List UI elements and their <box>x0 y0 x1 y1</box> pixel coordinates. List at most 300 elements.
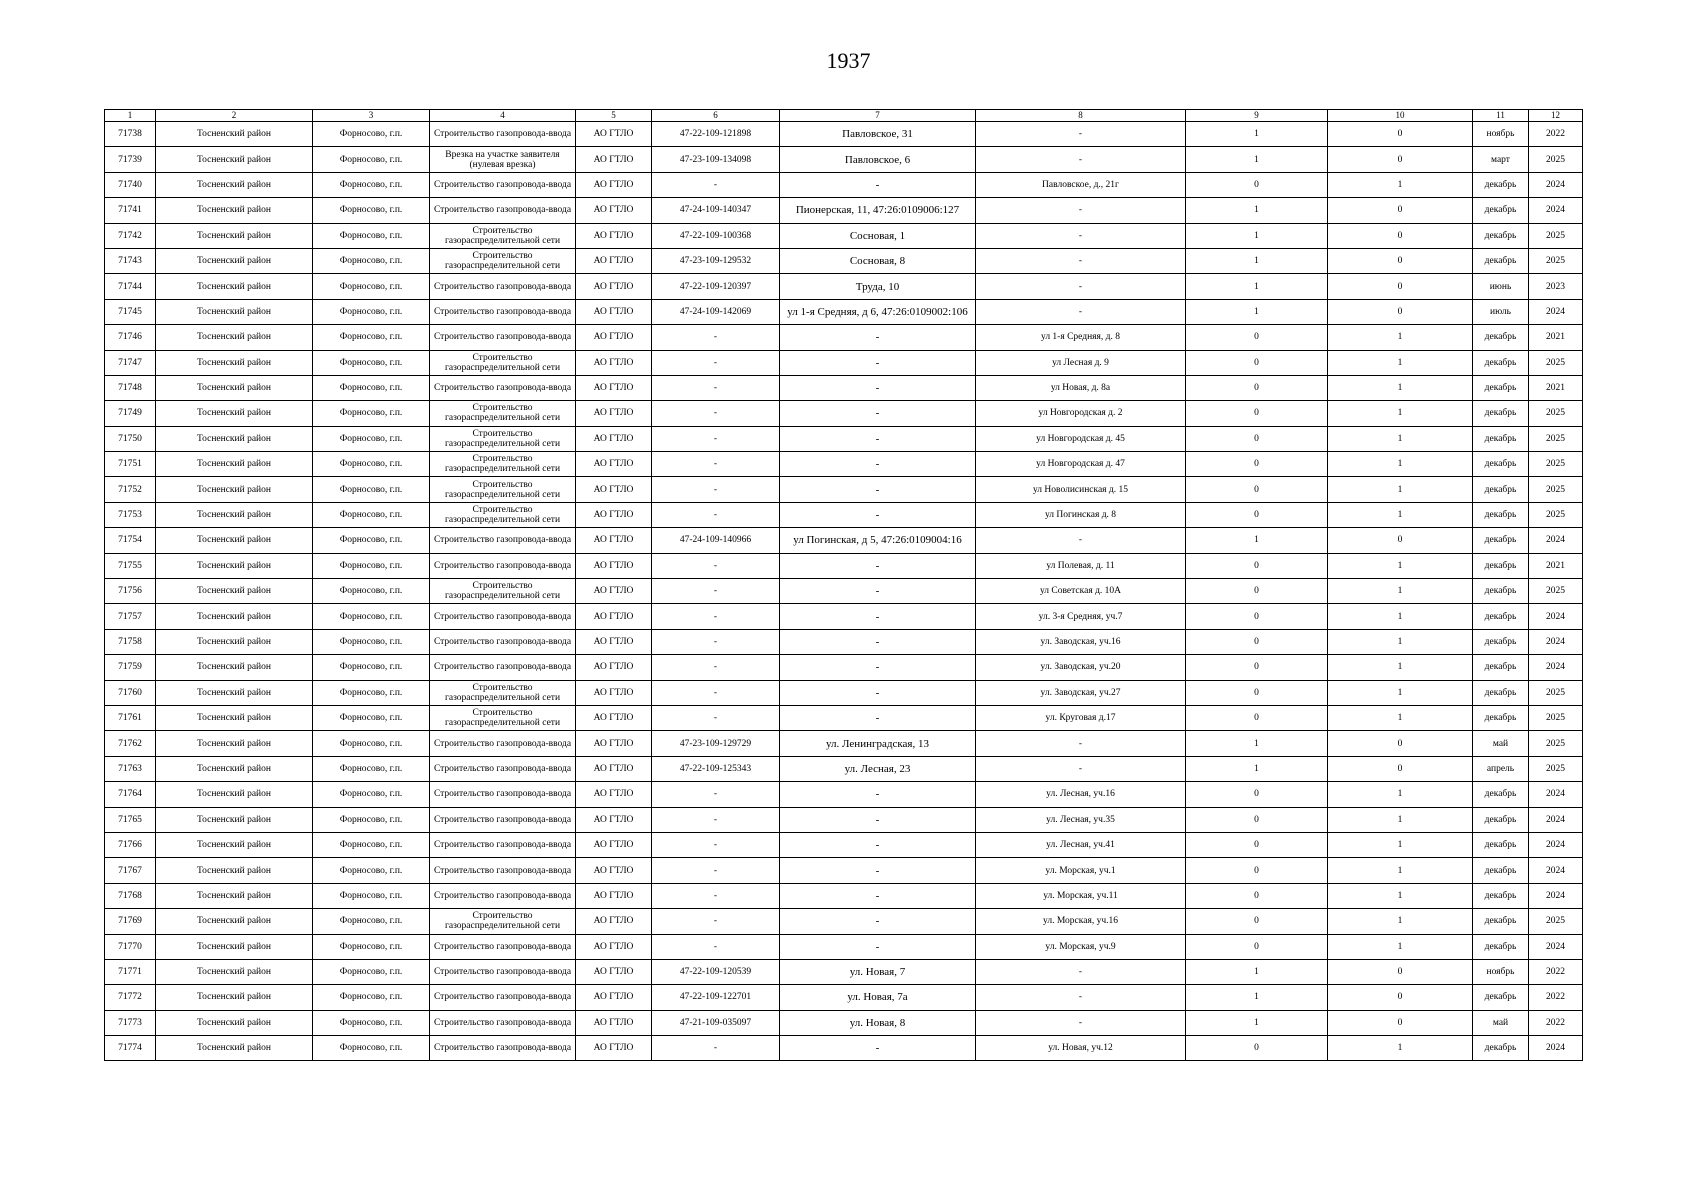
table-row <box>105 122 1583 147</box>
cell-address-connected: - <box>780 832 976 857</box>
cell-month: декабрь <box>1473 172 1529 197</box>
cell-work-type: Строительство газопровода-ввода <box>430 528 576 553</box>
cell-work-type: Строительство газораспределительной сети <box>430 452 576 477</box>
cell-month: декабрь <box>1473 223 1529 248</box>
cell-count-connected: 1 <box>1186 985 1328 1010</box>
cell-work-type: Строительство газопровода-ввода <box>430 172 576 197</box>
column-number-9: 9 <box>1186 110 1328 122</box>
cell-address-connected: - <box>780 909 976 934</box>
cell-district: Тосненский район <box>156 248 313 273</box>
cell-settlement: Форносово, г.п. <box>313 299 430 324</box>
cell-organization: АО ГТЛО <box>576 274 652 299</box>
cell-work-type: Строительство газопровода-ввода <box>430 553 576 578</box>
cell-work-type: Строительство газопровода-ввода <box>430 375 576 400</box>
cell-contract-number: 47-24-109-140347 <box>652 198 780 223</box>
cell-row-id: 71764 <box>105 782 156 807</box>
table-row <box>105 705 1583 730</box>
cell-year: 2024 <box>1529 1036 1583 1061</box>
cell-work-type: Строительство газопровода-ввода <box>430 1010 576 1035</box>
cell-organization: АО ГТЛО <box>576 528 652 553</box>
cell-count-planned: 0 <box>1328 756 1473 781</box>
cell-organization: АО ГТЛО <box>576 680 652 705</box>
cell-count-planned: 1 <box>1328 832 1473 857</box>
cell-work-type: Строительство газораспределительной сети <box>430 248 576 273</box>
cell-contract-number: - <box>652 401 780 426</box>
cell-organization: АО ГТЛО <box>576 832 652 857</box>
cell-address-connected: - <box>780 553 976 578</box>
cell-organization: АО ГТЛО <box>576 299 652 324</box>
cell-row-id: 71748 <box>105 375 156 400</box>
column-number-5: 5 <box>576 110 652 122</box>
cell-organization: АО ГТЛО <box>576 655 652 680</box>
column-number-11: 11 <box>1473 110 1529 122</box>
cell-contract-number: - <box>652 375 780 400</box>
cell-address-planned: - <box>976 122 1186 147</box>
cell-organization: АО ГТЛО <box>576 452 652 477</box>
cell-row-id: 71756 <box>105 579 156 604</box>
table-row <box>105 375 1583 400</box>
cell-row-id: 71749 <box>105 401 156 426</box>
cell-settlement: Форносово, г.п. <box>313 655 430 680</box>
cell-address-planned: ул Погинская д. 8 <box>976 502 1186 527</box>
cell-row-id: 71754 <box>105 528 156 553</box>
cell-address-connected: Сосновая, 8 <box>780 248 976 273</box>
cell-count-connected: 1 <box>1186 122 1328 147</box>
cell-row-id: 71773 <box>105 1010 156 1035</box>
cell-count-planned: 0 <box>1328 274 1473 299</box>
cell-work-type: Строительство газопровода-ввода <box>430 299 576 324</box>
cell-address-connected: - <box>780 1036 976 1061</box>
cell-year: 2025 <box>1529 401 1583 426</box>
cell-settlement: Форносово, г.п. <box>313 553 430 578</box>
cell-settlement: Форносово, г.п. <box>313 350 430 375</box>
cell-year: 2025 <box>1529 452 1583 477</box>
cell-row-id: 71743 <box>105 248 156 273</box>
cell-settlement: Форносово, г.п. <box>313 147 430 172</box>
cell-district: Тосненский район <box>156 426 313 451</box>
cell-year: 2022 <box>1529 122 1583 147</box>
cell-address-planned: ул Новолисинская д. 15 <box>976 477 1186 502</box>
cell-district: Тосненский район <box>156 934 313 959</box>
table-row <box>105 274 1583 299</box>
cell-settlement: Форносово, г.п. <box>313 985 430 1010</box>
cell-settlement: Форносово, г.п. <box>313 680 430 705</box>
table-row <box>105 198 1583 223</box>
cell-organization: АО ГТЛО <box>576 223 652 248</box>
cell-address-planned: ул. Лесная, уч.41 <box>976 832 1186 857</box>
cell-month: декабрь <box>1473 680 1529 705</box>
cell-count-planned: 0 <box>1328 299 1473 324</box>
cell-year: 2021 <box>1529 375 1583 400</box>
cell-address-planned: ул 1-я Средняя, д. 8 <box>976 325 1186 350</box>
cell-address-planned: ул Новгородская д. 47 <box>976 452 1186 477</box>
cell-month: декабрь <box>1473 909 1529 934</box>
cell-work-type: Строительство газораспределительной сети <box>430 502 576 527</box>
cell-organization: АО ГТЛО <box>576 959 652 984</box>
cell-contract-number: - <box>652 553 780 578</box>
cell-count-connected: 1 <box>1186 756 1328 781</box>
cell-count-planned: 1 <box>1328 604 1473 629</box>
cell-count-planned: 1 <box>1328 858 1473 883</box>
cell-row-id: 71741 <box>105 198 156 223</box>
cell-settlement: Форносово, г.п. <box>313 1010 430 1035</box>
cell-month: май <box>1473 1010 1529 1035</box>
table-row <box>105 452 1583 477</box>
cell-count-connected: 1 <box>1186 198 1328 223</box>
cell-row-id: 71738 <box>105 122 156 147</box>
cell-month: декабрь <box>1473 579 1529 604</box>
cell-row-id: 71740 <box>105 172 156 197</box>
cell-work-type: Строительство газопровода-ввода <box>430 1036 576 1061</box>
cell-month: март <box>1473 147 1529 172</box>
table-row <box>105 350 1583 375</box>
cell-organization: АО ГТЛО <box>576 375 652 400</box>
cell-count-connected: 1 <box>1186 528 1328 553</box>
cell-work-type: Строительство газопровода-ввода <box>430 274 576 299</box>
cell-row-id: 71766 <box>105 832 156 857</box>
cell-count-connected: 0 <box>1186 502 1328 527</box>
cell-count-connected: 1 <box>1186 147 1328 172</box>
cell-work-type: Строительство газораспределительной сети <box>430 579 576 604</box>
cell-address-connected: - <box>780 172 976 197</box>
cell-settlement: Форносово, г.п. <box>313 807 430 832</box>
cell-address-planned: ул Советская д. 10А <box>976 579 1186 604</box>
cell-work-type: Строительство газораспределительной сети <box>430 909 576 934</box>
cell-year: 2022 <box>1529 1010 1583 1035</box>
cell-district: Тосненский район <box>156 223 313 248</box>
cell-address-connected: Павловское, 6 <box>780 147 976 172</box>
cell-organization: АО ГТЛО <box>576 477 652 502</box>
cell-address-planned: ул. Новая, уч.12 <box>976 1036 1186 1061</box>
cell-work-type: Строительство газопровода-ввода <box>430 934 576 959</box>
cell-month: декабрь <box>1473 528 1529 553</box>
cell-address-planned: ул Полевая, д. 11 <box>976 553 1186 578</box>
cell-count-planned: 1 <box>1328 325 1473 350</box>
table-row <box>105 502 1583 527</box>
cell-month: декабрь <box>1473 248 1529 273</box>
cell-address-connected: - <box>780 680 976 705</box>
cell-address-planned: - <box>976 731 1186 756</box>
cell-district: Тосненский район <box>156 807 313 832</box>
cell-address-connected: ул. Ленинградская, 13 <box>780 731 976 756</box>
table-row <box>105 223 1583 248</box>
cell-organization: АО ГТЛО <box>576 172 652 197</box>
table-body <box>105 110 1583 1061</box>
cell-work-type: Строительство газораспределительной сети <box>430 223 576 248</box>
cell-count-planned: 1 <box>1328 350 1473 375</box>
cell-count-connected: 1 <box>1186 274 1328 299</box>
cell-count-planned: 1 <box>1328 375 1473 400</box>
cell-contract-number: 47-23-109-129532 <box>652 248 780 273</box>
cell-contract-number: - <box>652 325 780 350</box>
cell-work-type: Строительство газопровода-ввода <box>430 807 576 832</box>
table-row <box>105 1010 1583 1035</box>
cell-count-planned: 0 <box>1328 147 1473 172</box>
cell-district: Тосненский район <box>156 452 313 477</box>
cell-address-connected: ул. Новая, 7 <box>780 959 976 984</box>
cell-address-connected: ул Погинская, д 5, 47:26:0109004:16 <box>780 528 976 553</box>
cell-settlement: Форносово, г.п. <box>313 172 430 197</box>
cell-work-type: Строительство газопровода-ввода <box>430 655 576 680</box>
cell-organization: АО ГТЛО <box>576 1036 652 1061</box>
cell-count-connected: 0 <box>1186 934 1328 959</box>
cell-contract-number: - <box>652 604 780 629</box>
cell-address-connected: - <box>780 883 976 908</box>
cell-row-id: 71739 <box>105 147 156 172</box>
cell-count-planned: 0 <box>1328 223 1473 248</box>
cell-count-connected: 0 <box>1186 325 1328 350</box>
cell-address-connected: - <box>780 401 976 426</box>
cell-year: 2025 <box>1529 147 1583 172</box>
cell-contract-number: - <box>652 858 780 883</box>
cell-year: 2024 <box>1529 528 1583 553</box>
cell-district: Тосненский район <box>156 122 313 147</box>
cell-month: декабрь <box>1473 604 1529 629</box>
cell-count-connected: 0 <box>1186 807 1328 832</box>
cell-row-id: 71758 <box>105 629 156 654</box>
cell-district: Тосненский район <box>156 731 313 756</box>
cell-count-connected: 0 <box>1186 832 1328 857</box>
cell-year: 2022 <box>1529 959 1583 984</box>
table-row <box>105 1036 1583 1061</box>
cell-row-id: 71752 <box>105 477 156 502</box>
cell-contract-number: - <box>652 807 780 832</box>
cell-address-planned: ул Лесная д. 9 <box>976 350 1186 375</box>
cell-district: Тосненский район <box>156 553 313 578</box>
cell-district: Тосненский район <box>156 1036 313 1061</box>
cell-settlement: Форносово, г.п. <box>313 934 430 959</box>
cell-organization: АО ГТЛО <box>576 502 652 527</box>
cell-work-type: Строительство газораспределительной сети <box>430 401 576 426</box>
cell-count-connected: 0 <box>1186 629 1328 654</box>
cell-year: 2021 <box>1529 325 1583 350</box>
table-row <box>105 934 1583 959</box>
cell-count-planned: 0 <box>1328 1010 1473 1035</box>
cell-address-connected: ул 1-я Средняя, д 6, 47:26:0109002:106 <box>780 299 976 324</box>
table-row <box>105 909 1583 934</box>
column-number-12: 12 <box>1529 110 1583 122</box>
cell-organization: АО ГТЛО <box>576 401 652 426</box>
cell-month: июнь <box>1473 274 1529 299</box>
cell-work-type: Строительство газопровода-ввода <box>430 959 576 984</box>
cell-month: декабрь <box>1473 629 1529 654</box>
cell-work-type: Строительство газопровода-ввода <box>430 782 576 807</box>
cell-organization: АО ГТЛО <box>576 934 652 959</box>
cell-organization: АО ГТЛО <box>576 147 652 172</box>
cell-count-planned: 0 <box>1328 198 1473 223</box>
column-number-3: 3 <box>313 110 430 122</box>
cell-settlement: Форносово, г.п. <box>313 426 430 451</box>
cell-address-connected: - <box>780 452 976 477</box>
cell-month: декабрь <box>1473 807 1529 832</box>
table-row <box>105 147 1583 172</box>
cell-address-planned: ул Новгородская д. 2 <box>976 401 1186 426</box>
cell-contract-number: - <box>652 655 780 680</box>
cell-work-type: Врезка на участке заявителя (нулевая врезка) <box>430 147 576 172</box>
cell-year: 2023 <box>1529 274 1583 299</box>
cell-contract-number: - <box>652 477 780 502</box>
cell-row-id: 71769 <box>105 909 156 934</box>
cell-year: 2021 <box>1529 553 1583 578</box>
cell-row-id: 71745 <box>105 299 156 324</box>
cell-row-id: 71755 <box>105 553 156 578</box>
cell-month: декабрь <box>1473 782 1529 807</box>
cell-count-planned: 1 <box>1328 172 1473 197</box>
cell-address-planned: - <box>976 147 1186 172</box>
cell-row-id: 71760 <box>105 680 156 705</box>
cell-count-planned: 1 <box>1328 629 1473 654</box>
cell-contract-number: - <box>652 934 780 959</box>
cell-district: Тосненский район <box>156 502 313 527</box>
cell-district: Тосненский район <box>156 782 313 807</box>
cell-address-connected: - <box>780 782 976 807</box>
table-row <box>105 731 1583 756</box>
cell-settlement: Форносово, г.п. <box>313 528 430 553</box>
cell-address-connected: ул. Лесная, 23 <box>780 756 976 781</box>
cell-organization: АО ГТЛО <box>576 604 652 629</box>
cell-work-type: Строительство газораспределительной сети <box>430 680 576 705</box>
cell-count-planned: 1 <box>1328 655 1473 680</box>
cell-month: декабрь <box>1473 426 1529 451</box>
cell-settlement: Форносово, г.п. <box>313 731 430 756</box>
cell-work-type: Строительство газопровода-ввода <box>430 985 576 1010</box>
cell-count-planned: 1 <box>1328 452 1473 477</box>
cell-district: Тосненский район <box>156 655 313 680</box>
cell-contract-number: 47-22-109-120539 <box>652 959 780 984</box>
cell-row-id: 71762 <box>105 731 156 756</box>
cell-year: 2025 <box>1529 502 1583 527</box>
cell-settlement: Форносово, г.п. <box>313 401 430 426</box>
cell-month: декабрь <box>1473 858 1529 883</box>
cell-contract-number: 47-24-109-140966 <box>652 528 780 553</box>
cell-count-planned: 1 <box>1328 705 1473 730</box>
cell-year: 2025 <box>1529 705 1583 730</box>
cell-count-planned: 0 <box>1328 731 1473 756</box>
cell-count-connected: 0 <box>1186 858 1328 883</box>
cell-settlement: Форносово, г.п. <box>313 274 430 299</box>
cell-address-planned: ул Новгородская д. 45 <box>976 426 1186 451</box>
cell-year: 2025 <box>1529 756 1583 781</box>
cell-district: Тосненский район <box>156 705 313 730</box>
cell-month: декабрь <box>1473 1036 1529 1061</box>
table-row <box>105 883 1583 908</box>
cell-district: Тосненский район <box>156 579 313 604</box>
cell-work-type: Строительство газопровода-ввода <box>430 731 576 756</box>
cell-count-planned: 1 <box>1328 502 1473 527</box>
cell-district: Тосненский район <box>156 832 313 857</box>
cell-year: 2025 <box>1529 426 1583 451</box>
cell-district: Тосненский район <box>156 959 313 984</box>
table-row <box>105 426 1583 451</box>
cell-year: 2025 <box>1529 680 1583 705</box>
cell-contract-number: - <box>652 426 780 451</box>
cell-contract-number: - <box>652 909 780 934</box>
cell-month: декабрь <box>1473 832 1529 857</box>
cell-work-type: Строительство газораспределительной сети <box>430 705 576 730</box>
cell-settlement: Форносово, г.п. <box>313 782 430 807</box>
cell-address-connected: Павловское, 31 <box>780 122 976 147</box>
cell-work-type: Строительство газопровода-ввода <box>430 604 576 629</box>
column-number-1: 1 <box>105 110 156 122</box>
cell-address-planned: ул Новая, д. 8а <box>976 375 1186 400</box>
cell-organization: АО ГТЛО <box>576 756 652 781</box>
cell-organization: АО ГТЛО <box>576 731 652 756</box>
cell-month: ноябрь <box>1473 959 1529 984</box>
cell-district: Тосненский район <box>156 1010 313 1035</box>
cell-year: 2025 <box>1529 909 1583 934</box>
cell-contract-number: 47-22-109-100368 <box>652 223 780 248</box>
cell-row-id: 71746 <box>105 325 156 350</box>
cell-address-planned: ул. Заводская, уч.16 <box>976 629 1186 654</box>
cell-row-id: 71757 <box>105 604 156 629</box>
cell-row-id: 71767 <box>105 858 156 883</box>
cell-address-connected: - <box>780 350 976 375</box>
cell-address-connected: ул. Новая, 7а <box>780 985 976 1010</box>
table-row <box>105 553 1583 578</box>
cell-count-connected: 1 <box>1186 299 1328 324</box>
cell-row-id: 71747 <box>105 350 156 375</box>
cell-address-planned: ул. Лесная, уч.16 <box>976 782 1186 807</box>
cell-contract-number: 47-23-109-129729 <box>652 731 780 756</box>
cell-district: Тосненский район <box>156 528 313 553</box>
cell-count-planned: 1 <box>1328 680 1473 705</box>
table-row <box>105 680 1583 705</box>
cell-month: апрель <box>1473 756 1529 781</box>
cell-count-planned: 0 <box>1328 528 1473 553</box>
data-table <box>104 109 1583 1061</box>
cell-district: Тосненский район <box>156 756 313 781</box>
cell-count-connected: 1 <box>1186 731 1328 756</box>
cell-row-id: 71768 <box>105 883 156 908</box>
cell-settlement: Форносово, г.п. <box>313 122 430 147</box>
table-row <box>105 959 1583 984</box>
cell-work-type: Строительство газораспределительной сети <box>430 350 576 375</box>
cell-year: 2024 <box>1529 782 1583 807</box>
cell-address-connected: - <box>780 604 976 629</box>
cell-count-planned: 1 <box>1328 883 1473 908</box>
cell-district: Тосненский район <box>156 858 313 883</box>
table-row <box>105 756 1583 781</box>
cell-year: 2025 <box>1529 248 1583 273</box>
cell-month: декабрь <box>1473 452 1529 477</box>
cell-year: 2024 <box>1529 934 1583 959</box>
cell-work-type: Строительство газопровода-ввода <box>430 858 576 883</box>
cell-district: Тосненский район <box>156 325 313 350</box>
cell-year: 2024 <box>1529 832 1583 857</box>
cell-address-connected: - <box>780 325 976 350</box>
cell-address-connected: - <box>780 502 976 527</box>
cell-address-planned: ул. Морская, уч.1 <box>976 858 1186 883</box>
cell-count-connected: 0 <box>1186 477 1328 502</box>
cell-work-type: Строительство газопровода-ввода <box>430 832 576 857</box>
cell-settlement: Форносово, г.п. <box>313 858 430 883</box>
cell-month: декабрь <box>1473 934 1529 959</box>
cell-district: Тосненский район <box>156 375 313 400</box>
cell-count-connected: 0 <box>1186 426 1328 451</box>
table-row <box>105 858 1583 883</box>
cell-count-planned: 1 <box>1328 782 1473 807</box>
cell-contract-number: - <box>652 832 780 857</box>
cell-organization: АО ГТЛО <box>576 350 652 375</box>
cell-settlement: Форносово, г.п. <box>313 705 430 730</box>
cell-year: 2024 <box>1529 655 1583 680</box>
cell-contract-number: - <box>652 782 780 807</box>
column-number-10: 10 <box>1328 110 1473 122</box>
cell-address-planned: - <box>976 528 1186 553</box>
cell-address-connected: Сосновая, 1 <box>780 223 976 248</box>
cell-settlement: Форносово, г.п. <box>313 832 430 857</box>
cell-settlement: Форносово, г.п. <box>313 1036 430 1061</box>
